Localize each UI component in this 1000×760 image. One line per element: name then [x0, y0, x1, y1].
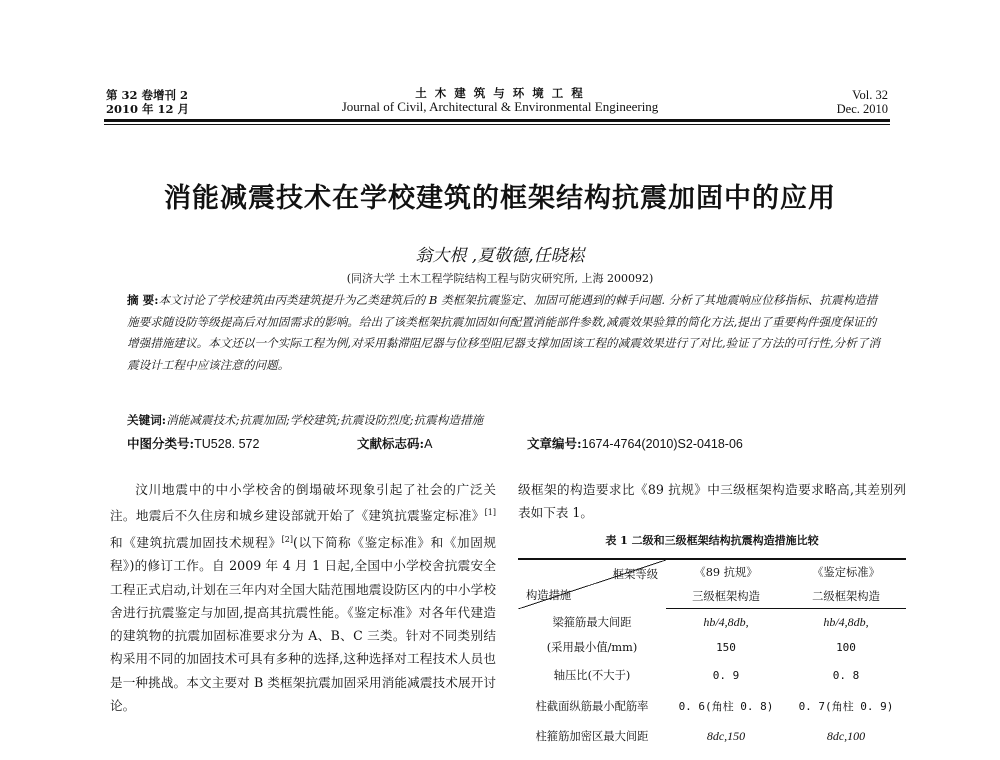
clc-value: TU528. 572: [194, 437, 260, 451]
keywords: [127, 410, 883, 431]
abstract: [127, 290, 883, 376]
clc-number: [127, 434, 259, 452]
row-label: 柱截面纵筋最小配筋率: [535, 700, 649, 713]
article-number: [527, 434, 743, 452]
col1-header-line1: 《89 抗规》: [666, 559, 786, 584]
doc-code-label: 文献标志码:: [357, 436, 425, 451]
abstract-text: 本文讨论了学校建筑由丙类建筑提升为乙类建筑后的 B 类框架抗震鉴定、加固可能遇到的棘手问题. 分析了其地震响应位移指标、抗震构造措施要求随设防等级提高后对加固需求的影响。给出了该类框架抗震加固如何配置消能部件参数,减震效果验算的简化方法,提出了重要构件强度保证的增强措施建议。本文还以一个实际工程为例,对采用黏滞阻尼器与位移型阻尼器支撑加固该工程的减震效果进行了对比,验证了方法的可行性,分析了消震设计工程中应该注意的问题。: [127, 293, 881, 372]
body-left-text-2: 和《建筑抗震加固技术规程》: [110, 534, 282, 550]
header-date-en: Dec. 2010: [836, 102, 888, 116]
row-value: 0. 9: [712, 668, 740, 682]
comparison-table: [518, 558, 906, 751]
row-label: 梁箍筋最大间距: [552, 615, 632, 629]
col2-header-line1: 《鉴定标准》: [786, 559, 906, 584]
doc-code: [357, 434, 432, 452]
row-value: 0. 7(角柱 0. 9): [798, 700, 894, 713]
header-journal: [290, 86, 710, 114]
header-volume: 第 32 卷增刊 2: [106, 88, 189, 102]
row-value: 8dc,100: [826, 728, 866, 743]
diag-bottom-label: 构造措施: [526, 588, 572, 602]
clc-label: 中图分类号:: [127, 436, 195, 451]
citation-1: [1]: [484, 508, 496, 518]
col1-header-line2: 三级框架构造: [666, 584, 786, 609]
table-diagonal-header: [518, 559, 666, 609]
row-label: 柱箍筋加密区最大间距: [535, 730, 649, 743]
article-number-label: 文章编号:: [527, 436, 582, 451]
paper-authors: 翁大根 ,夏敬德,任晓崧: [415, 246, 585, 266]
diag-top-label: 框架等级: [612, 568, 658, 581]
table-row: [518, 721, 906, 751]
col2-header-line2: 二级框架构造: [786, 584, 906, 609]
abstract-label: 摘 要:: [127, 293, 159, 307]
keywords-text: 消能减震技术;抗震加固;学校建筑;抗震设防烈度;抗震构造措施: [166, 413, 484, 427]
table-row: [518, 691, 906, 721]
article-number-value: 1674-4764(2010)S2-0418-06: [581, 437, 743, 451]
row-value: 8dc,150: [706, 728, 746, 743]
paper-title: 消能减震技术在学校建筑的框架结构抗震加固中的应用: [164, 183, 836, 214]
table-caption: 表 1 二级和三级框架结构抗震构造措施比较: [605, 534, 819, 547]
journal-name-cn: 土 木 建 筑 与 环 境 工 程: [415, 86, 585, 100]
body-left-text-3: (以下简称《鉴定标准》和《加固规程》)的修订工作。自 2009 年 4 月 1 日起,全国中小学校舍抗震安全工程正式启动,计划在三年内对全国大陆范围地震设防区内的中小学校舍进行抗震鉴定与加固,提高其抗震性能。《鉴定标准》对各年代建造的建筑物的抗震加固标准要求分为 A、B、C 三类。针对不同类别结构采用不同的加固技术可具有多种的选择,这种选择对工程技术人员也是一种挑战。本文主要对 B 类框架抗震加固采用消能减震技术展开讨论。: [110, 534, 497, 714]
header-rule-thick: [104, 119, 890, 122]
row-value: 100: [836, 640, 856, 654]
table-row: [518, 635, 906, 659]
row-value: hb/4,8db,: [823, 614, 869, 629]
header-rule-thin: [104, 124, 890, 125]
row-value: hb/4,8db,: [703, 614, 749, 629]
header-date-cn: 2010 年 12 月: [106, 102, 190, 116]
journal-name-en: Journal of Civil, Architectural & Environmental Engineering: [341, 99, 659, 114]
body-left-paragraph: [110, 478, 496, 717]
keywords-label: 关键词:: [127, 413, 167, 427]
table-row: [518, 609, 906, 636]
paper-affiliation: (同济大学 土木工程学院结构工程与防灾研究所, 上海 200092): [346, 272, 654, 285]
body-right-paragraph: 级框架的构造要求比《89 抗规》中三级框架构造要求略高,其差别列表如下表 1。: [518, 482, 906, 521]
header-volume-info: [106, 88, 189, 116]
header-vol-en: [837, 88, 888, 116]
row-label: (采用最小值/mm): [546, 641, 638, 654]
row-value: 0. 8: [832, 668, 860, 682]
doc-code-value: A: [424, 437, 433, 451]
header-vol: Vol. 32: [852, 88, 888, 102]
body-left-text-1: 汶川地震中的中小学校舍的倒塌破坏现象引起了社会的广泛关注。地震后不久住房和城乡建设部就开始了《建筑抗震鉴定标准》: [110, 482, 496, 524]
citation-2: [2]: [281, 534, 294, 544]
row-value: 150: [716, 640, 736, 654]
table-row: [518, 659, 906, 691]
row-label: 轴压比(不大于): [553, 669, 631, 682]
row-value: 0. 6(角柱 0. 8): [678, 700, 774, 713]
